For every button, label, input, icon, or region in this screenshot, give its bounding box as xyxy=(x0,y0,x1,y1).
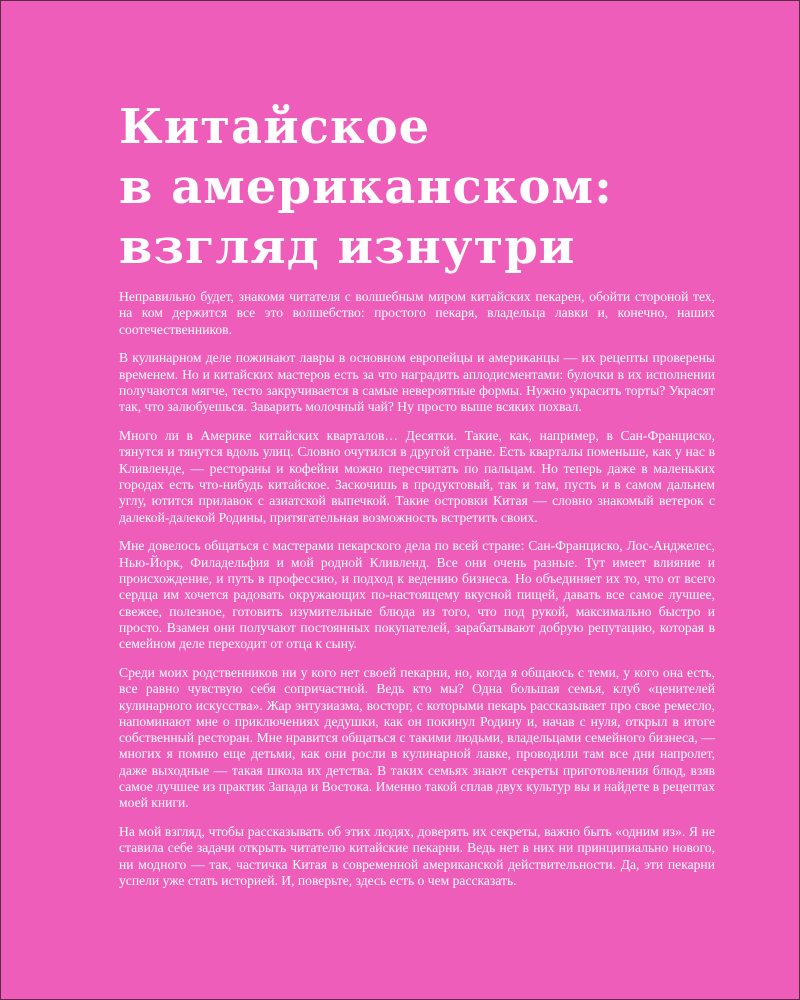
title-line-1: Китайское xyxy=(119,99,431,155)
paragraph: Много ли в Америке китайских кварталов… Десятки. Такие, как, например, в Сан-Франциско, тянутся и тянутся вдоль улиц. Словно очутился в другой стране. Есть кварталы поменьше, как у нас в Кливленде, — рестораны и кофейни можно пересчитать по пальцам. Но теперь даже в маленьких городах есть что-нибудь китайское. Заскочишь в продуктовый, так и там, пусть и в самом дальнем углу, ютится прилавок с азиатской выпечкой. Такие островки Китая — словно знакомый ветерок с далекой-далекой Родины, притягательная возможность встретить своих. xyxy=(119,428,715,525)
paragraph: В кулинарном деле пожинают лавры в основном европейцы и американцы — их рецепты проверены временем. Но и китайских мастеров есть за что наградить аплодисментами: булочки в их исполнении получаются мягче, тесто закручивается в самые невероятные формы. Нужно украсить торты? Украсят так, что залюбуешься. Заварить молочный чай? Ну просто выше всяких похвал. xyxy=(119,350,715,415)
paragraph: Среди моих родственников ни у кого нет своей пекарни, но, когда я общаюсь с теми, у кого она есть, все равно чувствую себя сопричастной. Ведь кто мы? Одна большая семья, клуб «ценителей кулинарного искусства». Жар энтузиазма, восторг, с которыми пекарь рассказывает про свое ремесло, напоминают мне о приключениях дедушки, как он покинул Родину и, начав с нуля, открыл в итоге собственный ресторан. Мне нравится общаться с такими людьми, владельцами семейного бизнеса, — многих я помню еще детьми, как они росли в кулинарной лавке, проводили там все дни напролет, даже выходные — такая школа их детства. В таких семьях знают секреты приготовления блюд, взяв самое лучшее из практик Запада и Востока. Именно такой сплав двух культур вы и найдете в рецептах моей книги. xyxy=(119,664,715,811)
title-line-2: в американском: xyxy=(119,159,613,215)
title-line-3: взгляд изнутри xyxy=(119,219,576,275)
paragraph: На мой взгляд, чтобы рассказывать об этих людях, доверять их секреты, важно быть «одним из». Я не ставила себе задачи открыть читателю китайские пекарни. Ведь нет в них ни принципиально нового, ни модного — так, частичка Китая в современной американской действительности. Да, эти пекарни успели уже стать историей. И, поверьте, здесь есть о чем рассказать. xyxy=(119,824,715,888)
paragraph: Мне довелось общаться с мастерами пекарского дела по всей стране: Сан-Франциско, Лос-Анджелес, Нью-Йорк, Филадельфия и мой родной Кливленд. Все они очень разные. Тут имеет влияние и происхождение, и путь в профессию, и подход к ведению бизнеса. Но объединяет их то, что от всего сердца им хочется радовать окружающих по-настоящему вкусной пищей, давать все самое лучшее, свежее, полезное, готовить изумительные блюда из того, что под рукой, максимально быстро и просто. Взамен они получают постоянных покупателей, зарабатывают добрую репутацию, которая в семейном деле переходит от отца к сыну. xyxy=(119,538,715,652)
paragraph: Неправильно будет, знакомя читателя с волшебным миром китайских пекарен, обойти стороной тех, на ком держится все это волшебство: простого пекаря, владельца лавки и, конечно, наших соотечественников. xyxy=(119,289,715,337)
body-text xyxy=(119,289,715,902)
page-title xyxy=(119,97,759,277)
